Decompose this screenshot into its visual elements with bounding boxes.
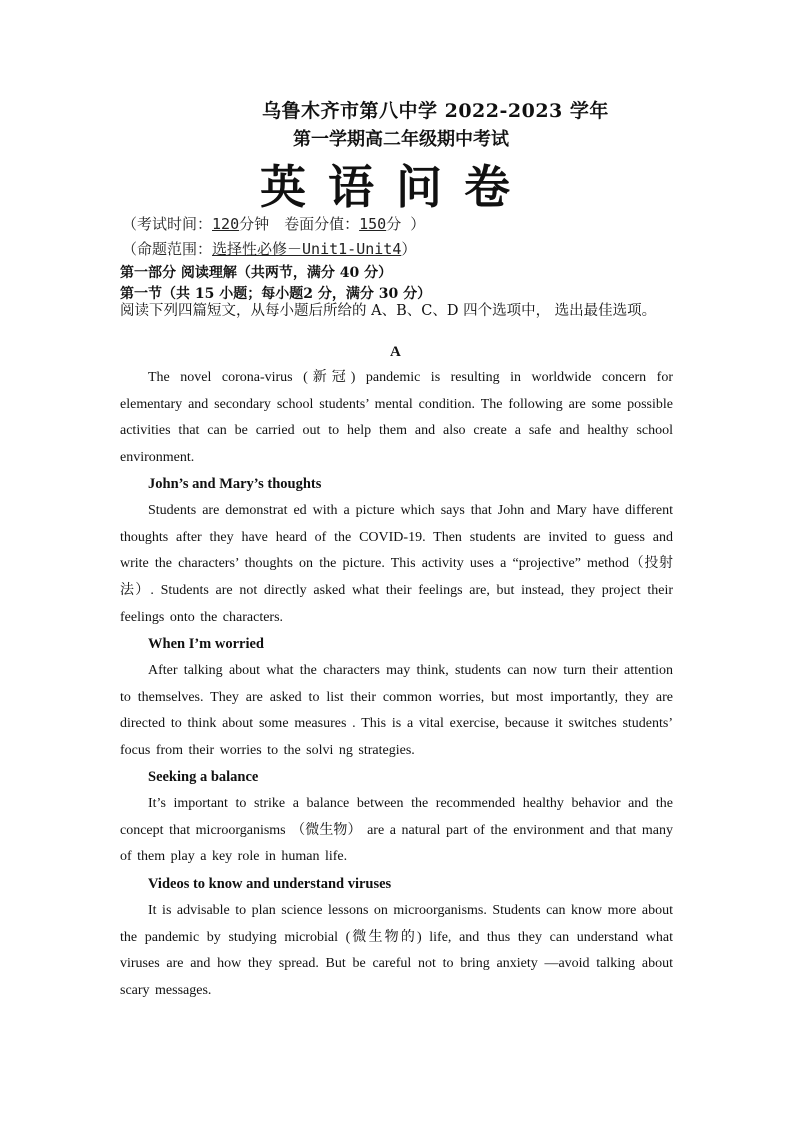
part-one-title: 第一部分 阅读理解（共两节，满分 40 分） [120,265,393,281]
section-one-title: 第一节（共 15 小题；每小题2 分，满分 30 分） [120,286,432,302]
passage-intro: The novel corona-virus (新冠) pandemic is resulting in worldwide concern for elementary and secondary school students’ mental condition. The following are some possible activities that can be carried out to help them and also create a safe and healthy school environment. [120,370,673,466]
passage-heading-2: When I’m worried [148,636,264,652]
passage-paragraph-4: It is advisable to plan science lessons on microorganisms. Students can know more about the pandemic by studying microbial (微生物的) life, and thus they can understand what viruses are and how they spread. But be careful not to bring anxiety —avoid talking about scary messages. [120,903,673,999]
passage-paragraph-2: After talking about what the characters may think, students can now turn their attention to themselves. They are asked to list their common worries, but most importantly, they are directed to think about some measures . This is a vital exercise, because it switches students’ focus from their worries to the solvi ng strategies. [120,663,673,759]
passage-paragraph-1: Students are demonstrat ed with a picture which says that John and Mary have different thoughts after they have heard of the COVID-19. Then students are invited to guess and write the characters’ thoughts on the picture. This activity uses a “projective” method（投射法）. Students are not directly asked what their feelings are, but instead, they project their feelings onto the characters. [120,503,673,625]
subject-title: 英语问卷 [260,160,532,214]
exam-term-title: 第一学期高二年级期中考试 [293,129,509,150]
passage-letter: A [390,344,401,360]
passage-paragraph-3: It’s important to strike a balance between the recommended healthy behavior and the concept that microorganisms （微生物） are a natural part of the environment and that many of them play a key role in human life. [120,796,673,865]
school-title: 乌鲁木齐市第八中学 2022-2023 学年 [262,100,609,122]
exam-time-score-line: （考试时间：120分钟 卷面分值：150分 ） [122,215,426,233]
passage-heading-1: John’s and Mary’s thoughts [148,476,322,492]
passage-heading-4: Videos to know and understand viruses [148,876,392,892]
passage-heading-3: Seeking a balance [148,769,259,785]
total-score: 150 [359,215,387,233]
reading-instruction: 阅读下列四篇短文，从每小题后所给的 A、B、C、D 四个选项中， 选出最佳选项。 [120,303,657,319]
exam-scope-line: （命题范围：选择性必修－Unit1-Unit4） [122,240,417,258]
exam-duration: 120 [212,215,240,233]
exam-scope: 选择性必修－Unit1-Unit4 [212,240,402,258]
